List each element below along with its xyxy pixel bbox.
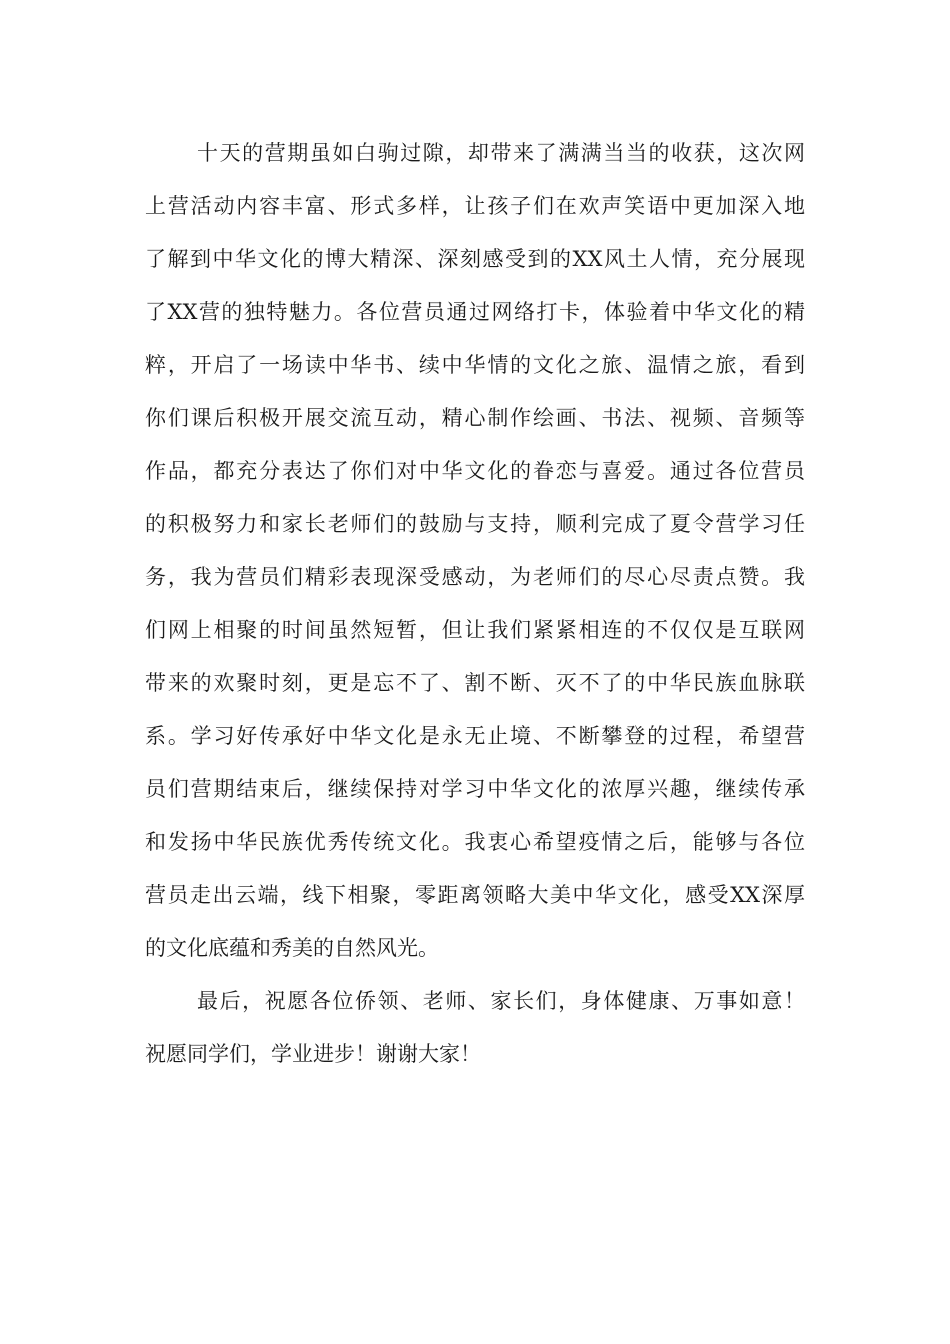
text-line: 作品，都充分表达了你们对中华文化的眷恋与喜爱。通过各位营员 xyxy=(145,459,805,483)
text-line: 带来的欢聚时刻，更是忘不了、割不断、灭不了的中华民族血脉联 xyxy=(145,671,805,695)
document-body xyxy=(145,127,805,1081)
text-line: 最后，祝愿各位侨领、老师、家长们，身体健康、万事如意！ xyxy=(197,989,805,1013)
text-line: 上营活动内容丰富、形式多样，让孩子们在欢声笑语中更加深入地 xyxy=(145,194,805,218)
text-line: 了解到中华文化的博大精深、深刻感受到的XX风土人情，充分展现 xyxy=(145,247,805,271)
text-line: 祝愿同学们，学业进步！谢谢大家！ xyxy=(145,1042,481,1066)
text-line: 和发扬中华民族优秀传统文化。我衷心希望疫情之后，能够与各位 xyxy=(145,830,805,854)
text-line: 你们课后积极开展交流互动，精心制作绘画、书法、视频、音频等 xyxy=(145,406,805,430)
text-line: 的积极努力和家长老师们的鼓励与支持，顺利完成了夏令营学习任 xyxy=(145,512,805,536)
text-line: 粹，开启了一场读中华书、续中华情的文化之旅、温情之旅，看到 xyxy=(145,353,805,377)
paragraph-2 xyxy=(145,975,805,1081)
text-line: 了XX营的独特魅力。各位营员通过网络打卡，体验着中华文化的精 xyxy=(145,300,805,324)
paragraph-1 xyxy=(145,127,805,975)
text-line: 系。学习好传承好中华文化是永无止境、不断攀登的过程，希望营 xyxy=(145,724,805,748)
text-line: 员们营期结束后，继续保持对学习中华文化的浓厚兴趣，继续传承 xyxy=(145,777,805,801)
text-line: 营员走出云端，线下相聚，零距离领略大美中华文化，感受XX深厚 xyxy=(145,883,805,907)
text-line: 的文化底蕴和秀美的自然风光。 xyxy=(145,936,439,960)
text-line: 务，我为营员们精彩表现深受感动，为老师们的尽心尽责点赞。我 xyxy=(145,565,805,589)
text-line: 们网上相聚的时间虽然短暂，但让我们紧紧相连的不仅仅是互联网 xyxy=(145,618,805,642)
text-line: 十天的营期虽如白驹过隙，却带来了满满当当的收获，这次网 xyxy=(197,141,805,165)
